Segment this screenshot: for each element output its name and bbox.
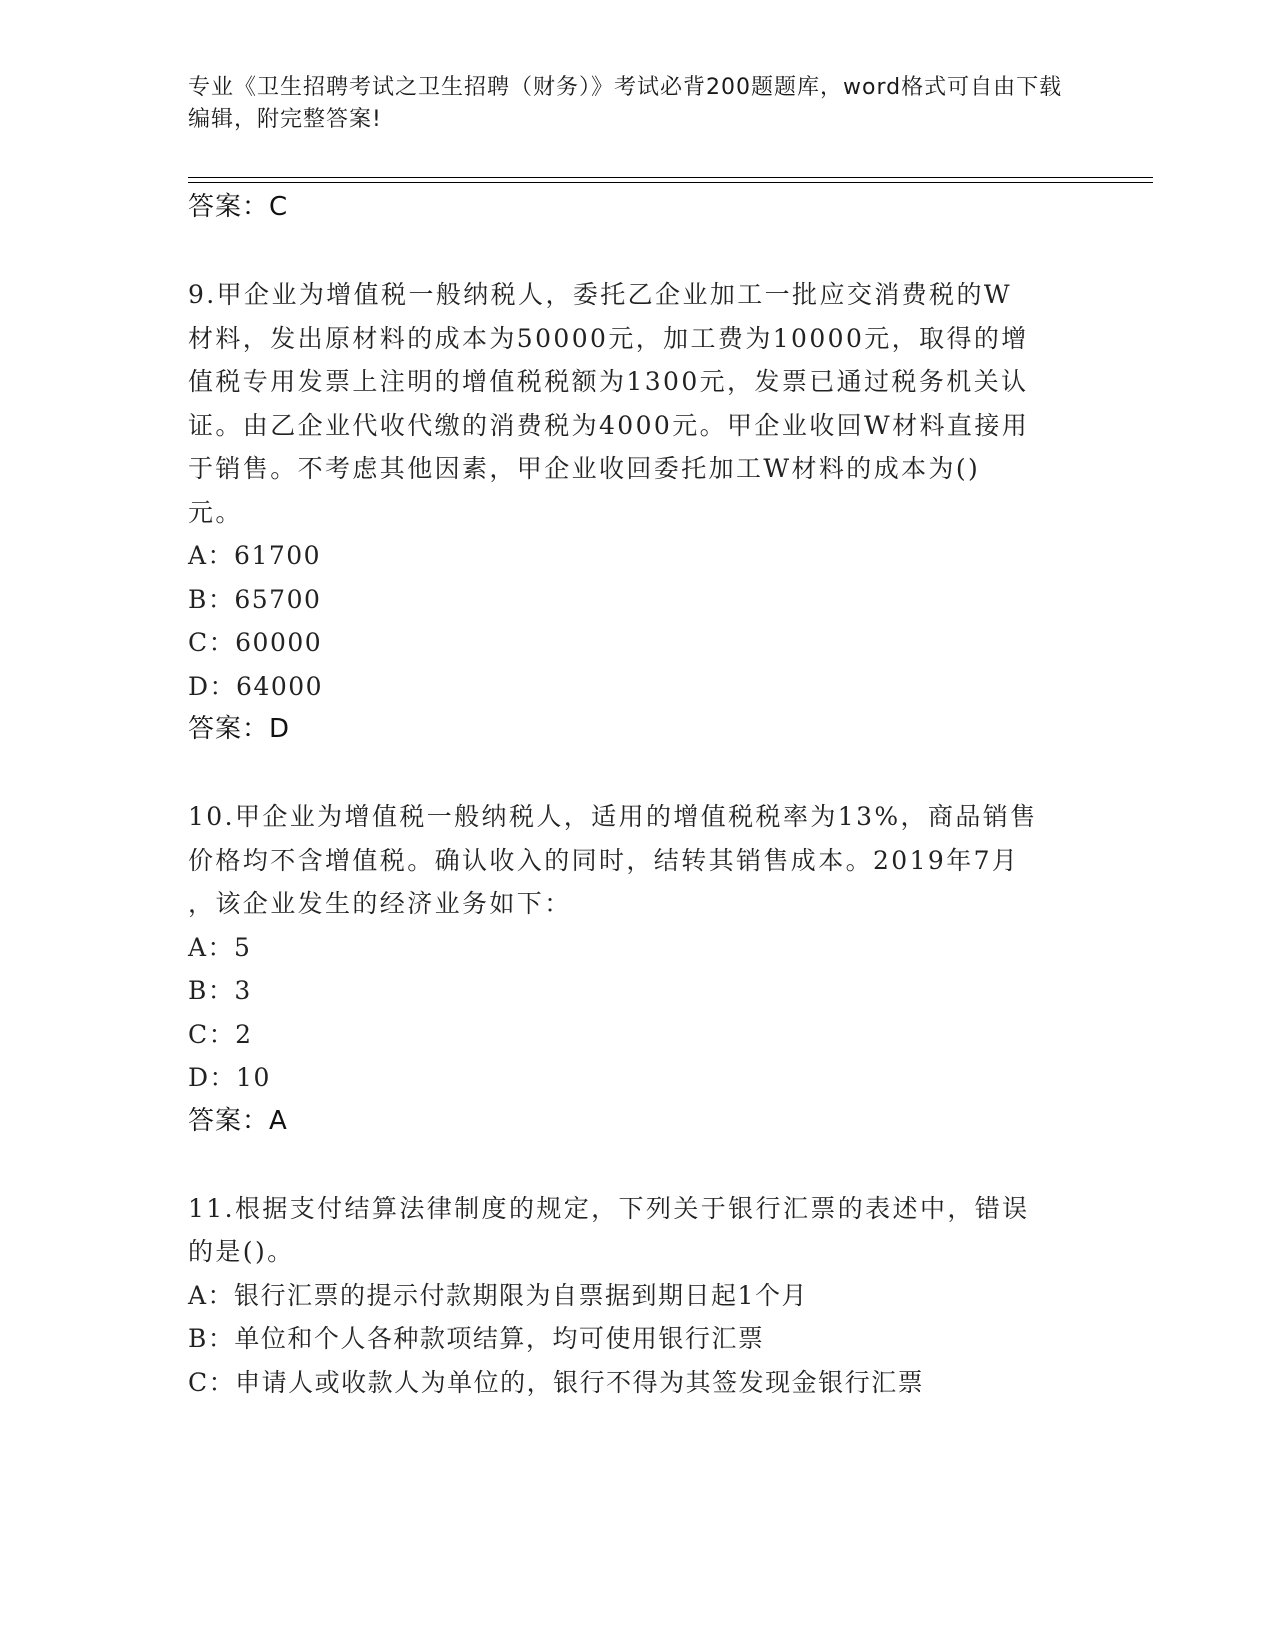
q10-option-c: C：2 (188, 1020, 253, 1049)
q11-option-c: C：申请人或收款人为单位的，银行不得为其签发现金银行汇票 (188, 1368, 925, 1397)
q9-text-line: 值税专用发票上注明的增值税税额为1300元，发票已通过税务机关认 (188, 367, 1029, 396)
q9-text-line: 9.甲企业为增值税一般纳税人，委托乙企业加工一批应交消费税的W (188, 280, 1012, 309)
q9-text-line: 于销售。不考虑其他因素，甲企业收回委托加工W材料的成本为() (188, 454, 981, 483)
header-divider-bottom (188, 182, 1153, 183)
q11-text-line: 的是()。 (188, 1237, 295, 1266)
q10-option-d: D：10 (188, 1063, 271, 1092)
q9-option-a: A：61700 (188, 541, 322, 570)
q9-text-line: 证。由乙企业代收代缴的消费税为4000元。甲企业收回W材料直接用 (188, 411, 1030, 440)
q11-text-line: 11.根据支付结算法律制度的规定，下列关于银行汇票的表述中，错误 (188, 1194, 1030, 1223)
q10-text-line: ，该企业发生的经济业务如下： (188, 889, 572, 918)
q9-option-d: D：64000 (188, 672, 324, 701)
previous-question-answer: 答案：C (188, 192, 289, 222)
q10-answer: 答案：A (188, 1106, 288, 1136)
q9-text-line: 元。 (188, 498, 243, 527)
q11-option-a: A：银行汇票的提示付款期限为自票据到期日起1个月 (188, 1281, 808, 1310)
q11-option-b: B：单位和个人各种款项结算，均可使用银行汇票 (188, 1324, 765, 1353)
q10-text-line: 10.甲企业为增值税一般纳税人，适用的增值税税率为13%，商品销售 (188, 802, 1038, 831)
q10-text-line: 价格均不含增值税。确认收入的同时，结转其销售成本。2019年7月 (188, 846, 1020, 875)
q10-option-b: B：3 (188, 976, 252, 1005)
q9-answer: 答案：D (188, 714, 291, 744)
q9-text-line: 材料，发出原材料的成本为50000元，加工费为10000元，取得的增 (188, 324, 1029, 353)
header-divider-top (188, 177, 1153, 178)
q9-option-c: C：60000 (188, 628, 323, 657)
document-header: 专业《卫生招聘考试之卫生招聘（财务）》考试必背200题题库，word格式可自由下载编辑，附完整答案! (188, 75, 1063, 132)
q10-option-a: A：5 (188, 933, 252, 962)
q9-option-b: B：65700 (188, 585, 322, 614)
